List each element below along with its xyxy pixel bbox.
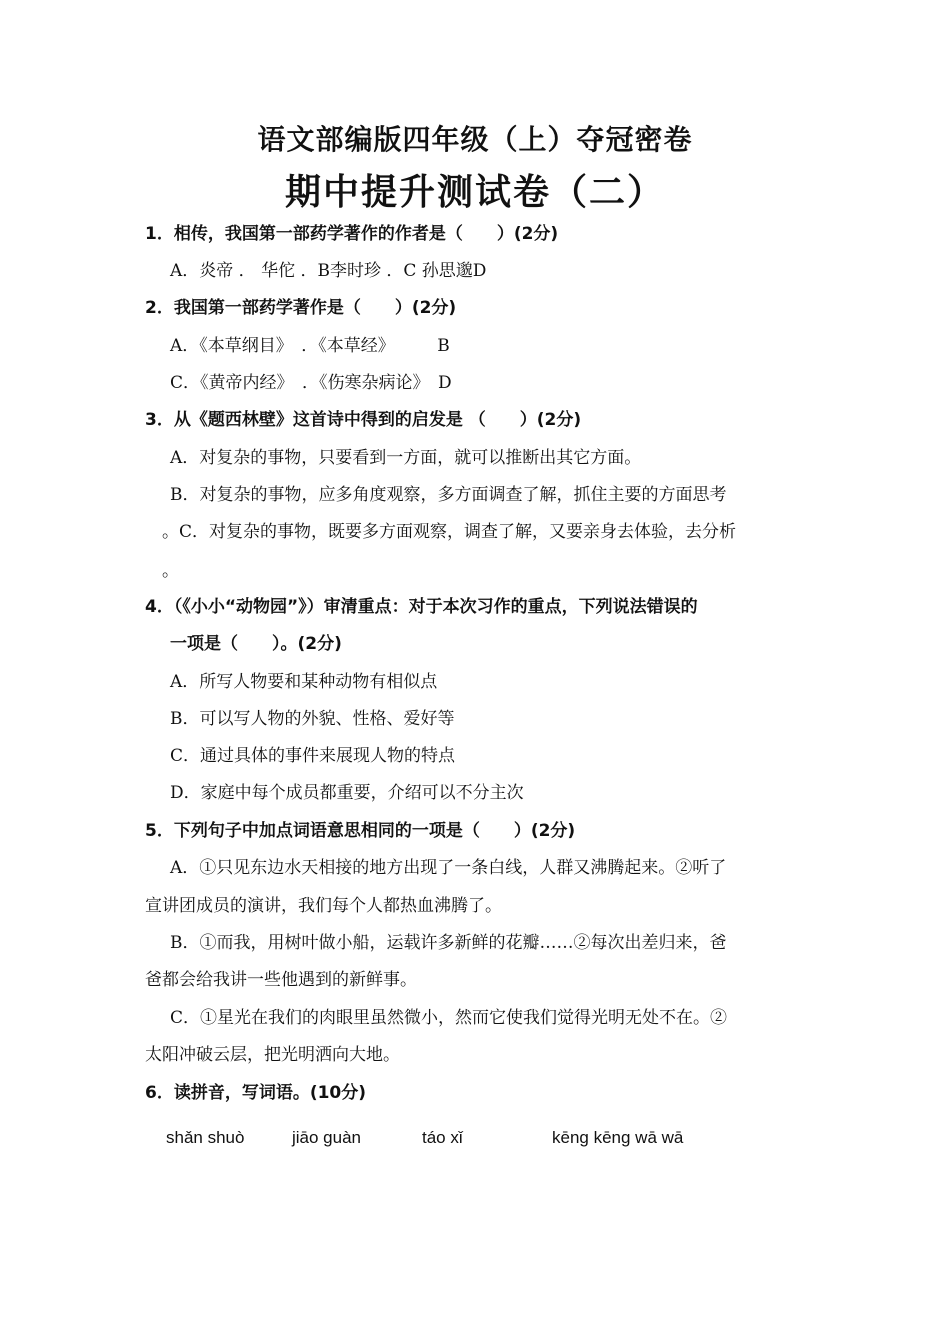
question-4-option-b: B．可以写人物的外貌、性格、爱好等 xyxy=(170,709,455,729)
question-4-option-c: C．通过具体的事件来展现人物的特点 xyxy=(170,746,456,766)
question-1-stem: 1．相传，我国第一部药学著作的作者是（ ）(2分) xyxy=(145,224,559,244)
question-2-options-line-1: A．《本草纲目》 ．《本草经》 B xyxy=(170,336,450,356)
pinyin-item-2: jiāo guàn xyxy=(292,1128,362,1147)
question-5-option-a-line-2: 宣讲团成员的演讲，我们每个人都热血沸腾了。 xyxy=(145,896,502,916)
question-5-option-c-line-1: C．①星光在我们的肉眼里虽然微小，然而它使我们觉得光明无处不在。② xyxy=(170,1008,728,1028)
question-5-option-b-line-2: 爸都会给我讲一些他遇到的新鲜事。 xyxy=(145,970,417,990)
question-3-period: 。 xyxy=(162,561,179,581)
question-4-stem-line-1: 4．（《小小“动物园”》）审清重点：对于本次习作的重点，下列说法错误的 xyxy=(145,597,698,617)
question-4-option-d: D．家庭中每个成员都重要，介绍可以不分主次 xyxy=(170,783,524,803)
exam-series-title: 语文部编版四年级（上）夺冠密卷 xyxy=(257,123,693,156)
question-4-stem-line-2: 一项是（ ）。(2分) xyxy=(170,634,342,654)
pinyin-item-1: shǎn shuò xyxy=(166,1128,245,1147)
question-5-option-b-line-1: B．①而我，用树叶做小船，运载许多新鲜的花瓣……②每次出差归来，爸 xyxy=(170,933,727,953)
question-3-stem: 3．从《题西林壁》这首诗中得到的启发是 （ ）(2分) xyxy=(145,410,582,430)
question-3-option-c: 。C．对复杂的事物，既要多方面观察，调查了解，又要亲身去体验，去分析 xyxy=(162,522,737,542)
question-2-options-line-2: C．《黄帝内经》 ．《伤寒杂病论》 D xyxy=(170,373,452,393)
question-1-options: A．炎帝 ． 华佗 ．B李时珍 ．C 孙思邈D xyxy=(170,261,487,281)
exam-title: 期中提升测试卷（二） xyxy=(284,172,665,213)
pinyin-item-3: táo xǐ xyxy=(422,1128,463,1147)
question-2-stem: 2．我国第一部药学著作是（ ）(2分) xyxy=(145,298,457,318)
question-3-option-b: B．对复杂的事物，应多角度观察，多方面调查了解，抓住主要的方面思考 xyxy=(170,485,727,505)
question-6-stem: 6．读拼音，写词语。(10分) xyxy=(145,1083,367,1103)
question-5-option-c-line-2: 太阳冲破云层，把光明洒向大地。 xyxy=(145,1045,400,1065)
question-5-stem: 5．下列句子中加点词语意思相同的一项是（ ）(2分) xyxy=(145,821,576,841)
question-3-option-a: A．对复杂的事物，只要看到一方面，就可以推断出其它方面。 xyxy=(170,448,642,468)
pinyin-item-4: kēng kēng wā wā xyxy=(552,1128,684,1147)
question-4-option-a: A．所写人物要和某种动物有相似点 xyxy=(170,672,438,692)
question-5-option-a-line-1: A．①只见东边水天相接的地方出现了一条白线，人群又沸腾起来。②听了 xyxy=(170,858,727,878)
